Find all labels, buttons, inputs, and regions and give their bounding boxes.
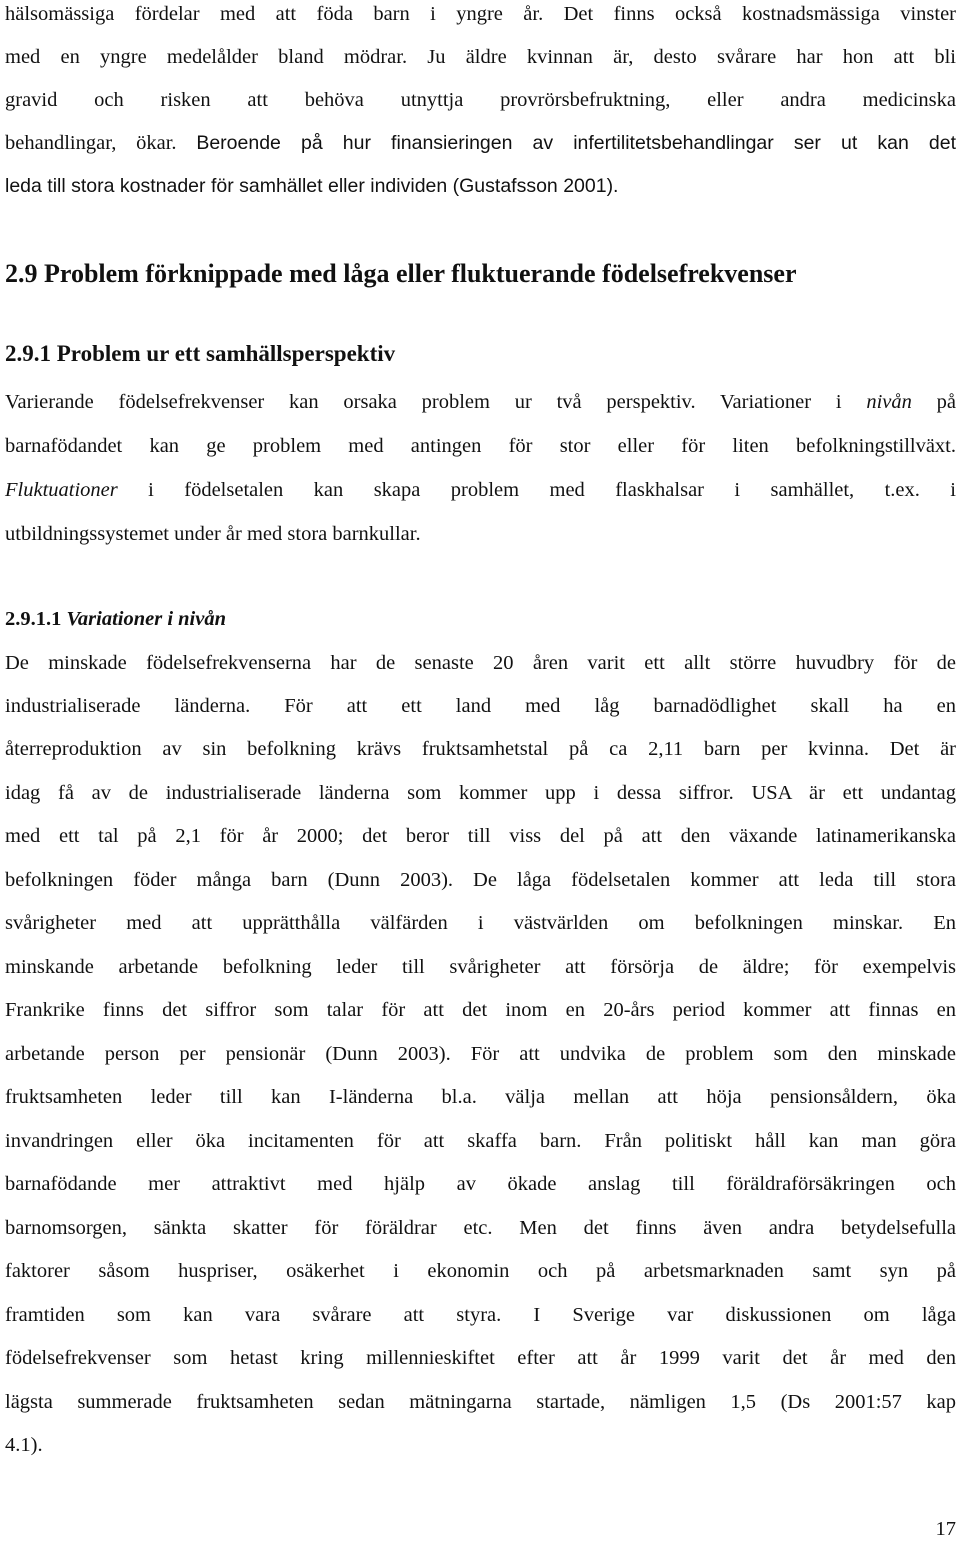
- paragraph-line: lägsta summerade fruktsamheten sedan mätningarna startade, nämligen 1,5 (Ds 2001:57 kap: [5, 1391, 956, 1413]
- paragraph-line: arbetande person per pensionär (Dunn 2003). För att undvika de problem som den minskade: [5, 1043, 956, 1065]
- paragraph-text: i födelsetalen kan skapa problem med flaskhalsar i samhället, t.ex. i: [148, 479, 956, 501]
- page-number: 17: [935, 1518, 956, 1540]
- paragraph-line: 4.1).: [5, 1434, 43, 1456]
- paragraph-line: med en yngre medelålder bland mödrar. Ju äldre kvinnan är, desto svårare har hon att bli: [5, 46, 956, 68]
- paragraph-line: [5, 131, 956, 155]
- paragraph-line: leda till stora kostnader för samhället eller individen (Gustafsson 2001).: [5, 175, 619, 197]
- paragraph-line: minskande arbetande befolkning leder till svårigheter att försörja de äldre; för exempelvis: [5, 956, 956, 978]
- paragraph-line: barnomsorgen, sänkta skatter för föräldrar etc. Men det finns även andra betydelsefulla: [5, 1217, 956, 1239]
- paragraph-line: idag få av de industrialiserade länderna som kommer upp i dessa siffror. USA är ett undantag: [5, 782, 956, 804]
- paragraph-text: på: [936, 391, 957, 413]
- section-heading: 2.9 Problem förknippade med låga eller fluktuerande födelsefrekvenser: [5, 259, 797, 288]
- subsubsection-heading: [5, 607, 226, 631]
- subsection-heading: 2.9.1 Problem ur ett samhällsperspektiv: [5, 341, 396, 366]
- paragraph-text: Varierande födelsefrekvenser kan orsaka problem ur två perspektiv. Variationer i: [5, 391, 842, 413]
- paragraph-line: De minskade födelsefrekvenserna har de senaste 20 åren varit ett allt större huvudbry för de: [5, 652, 956, 674]
- paragraph-line: industrialiserade länderna. För att ett land med låg barnadödlighet skall ha en: [5, 695, 956, 717]
- paragraph-line: hälsomässiga fördelar med att föda barn i yngre år. Det finns också kostnadsmässiga vinster: [5, 3, 956, 25]
- paragraph-line: återreproduktion av sin befolkning krävs fruktsamhetstal på ca 2,11 barn per kvinna. Det är: [5, 738, 956, 760]
- paragraph-line: utbildningssystemet under år med stora barnkullar.: [5, 523, 421, 545]
- paragraph-line: med ett tal på 2,1 för år 2000; det beror till viss del på att den växande latinamerikanska: [5, 825, 956, 847]
- heading-number: 2.9.1.1: [5, 608, 62, 630]
- emphasis-text: Fluktuationer: [5, 479, 118, 501]
- paragraph-line: fruktsamheten leder till kan I-länderna bl.a. välja mellan att höja pensionsåldern, öka: [5, 1086, 956, 1108]
- paragraph-line: [5, 478, 956, 502]
- paragraph-line: faktorer såsom huspriser, osäkerhet i ekonomin och på arbetsmarknaden samt syn på: [5, 1260, 956, 1282]
- paragraph-line: befolkningen föder många barn (Dunn 2003). De låga födelsetalen kommer att leda till stora: [5, 869, 956, 891]
- paragraph-line: gravid och risken att behöva utnyttja provrörsbefruktning, eller andra medicinska: [5, 89, 956, 111]
- paragraph-line: [5, 390, 956, 414]
- heading-title: Variationer i nivån: [66, 608, 226, 630]
- paragraph-line: svårigheter med att upprätthålla välfärden i västvärlden om befolkningen minskar. En: [5, 912, 956, 934]
- paragraph-line: födelsefrekvenser som hetast kring millennieskiftet efter att år 1999 varit det år med den: [5, 1347, 956, 1369]
- paragraph-text: Beroende på hur finansieringen av infertilitetsbehandlingar ser ut kan det: [196, 132, 956, 154]
- paragraph-line: barnafödandet kan ge problem med antingen för stor eller för liten befolkningstillväxt.: [5, 435, 956, 457]
- paragraph-line: Frankrike finns det siffror som talar för att det inom en 20-års period kommer att finnas en: [5, 999, 956, 1021]
- paragraph-line: invandringen eller öka incitamenten för att skaffa barn. Från politiskt håll kan man göra: [5, 1130, 956, 1152]
- paragraph-line: framtiden som kan vara svårare att styra. I Sverige var diskussionen om låga: [5, 1304, 956, 1326]
- paragraph-line: barnafödande mer attraktivt med hjälp av ökade anslag till föräldraförsäkringen och: [5, 1173, 956, 1195]
- paragraph-text: behandlingar, ökar.: [5, 132, 177, 154]
- emphasis-text: nivån: [866, 391, 912, 413]
